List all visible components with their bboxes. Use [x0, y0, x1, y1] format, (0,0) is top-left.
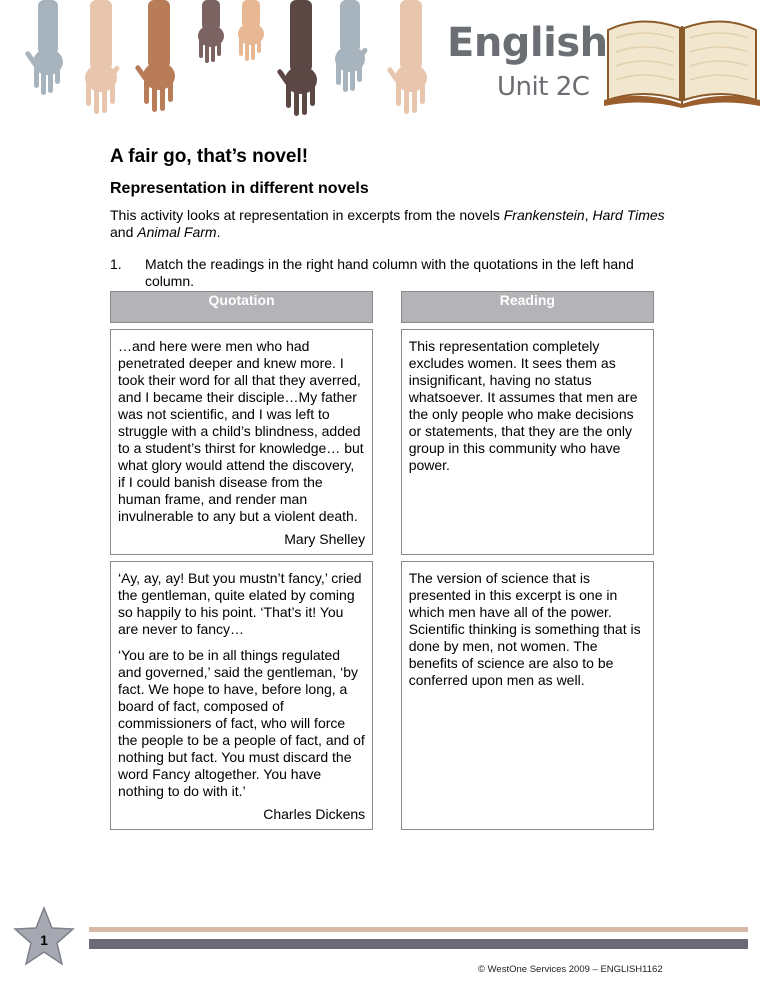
- matching-table: [110, 291, 654, 830]
- hand-4: [198, 0, 224, 63]
- quotation-cell: [110, 561, 373, 830]
- intro-prefix: This activity looks at representation in excerpts from the novels: [110, 207, 504, 223]
- page-title: A fair go, that’s novel!: [110, 146, 309, 167]
- section-title: Representation in different novels: [110, 180, 369, 197]
- novel-title: Animal Farm: [137, 224, 217, 240]
- table-row: [110, 561, 654, 830]
- hand-3: [134, 0, 175, 112]
- quotation-column-header: Quotation: [110, 291, 373, 323]
- quotation-text: ‘Ay, ay, ay! But you mustn’t fancy,’ cried the gentleman, quite elated by coming so happily to his point. ‘That’s it! You are never to fancy…: [118, 570, 362, 637]
- hand-7: [335, 0, 368, 92]
- intro-suffix: .: [216, 224, 221, 240]
- footer-rule-light: [89, 927, 748, 932]
- brand-subtitle: Unit 2C: [497, 72, 590, 102]
- quotation-author: Charles Dickens: [263, 806, 366, 822]
- reaching-hands-illustration: [10, 0, 440, 125]
- page-header: [0, 0, 768, 130]
- hand-1: [24, 0, 63, 95]
- table-row: [110, 329, 654, 555]
- hand-8: [386, 0, 427, 114]
- quotation-text: …and here were men who had penetrated deeper and knew more. I took their word for all that they averred, and I became their disciple…My father was not scientific, and I was left to struggle with a child’s blindness, added to a student’s thirst for knowledge… but what glory would attend the discovery, if I could banish disease from the human frame, and render man invulnerable to any but a violent death.: [118, 338, 364, 524]
- intro-paragraph: [110, 207, 670, 241]
- quotation-text: ‘You are to be in all things regulated and governed,’ said the gentleman, ‘by fact. We hope to have, before long, a board of fact, composed of commissioners of fact, who will force the people to be a people of fact, and of nothing but fact. You must discard the word Fancy altogether. You have nothing to do with it.’: [118, 647, 365, 799]
- brand-title: English: [447, 20, 608, 66]
- footer-rule-dark: [89, 939, 748, 949]
- page-number-star-icon: [12, 905, 76, 969]
- reading-column-header: Reading: [401, 291, 654, 323]
- hand-6: [276, 0, 317, 116]
- novel-title: Hard Times: [592, 207, 665, 223]
- open-book-icon: [602, 8, 762, 108]
- reading-cell: This representation completely excludes women. It sees them as insignificant, having no status whatsoever. It assumes that men are the only people who make decisions or statements, that they are the only group in this community who have power.: [401, 329, 654, 555]
- intro-separator: ,: [584, 207, 593, 223]
- page-number: 1: [40, 932, 48, 948]
- reading-cell: The version of science that is presented in this excerpt is one in which men have all of the power. Scientific thinking is something that is done by men, not women. The benefits of science are also to be conferred upon men as well.: [401, 561, 654, 830]
- question-text: Match the readings in the right hand column with the quotations in the left hand column.: [145, 256, 634, 289]
- quotation-cell: [110, 329, 373, 555]
- quotation-author: Mary Shelley: [284, 531, 366, 547]
- table-header-row: [110, 291, 654, 323]
- copyright-text: © WestOne Services 2009 – ENGLISH1162: [478, 964, 663, 975]
- hand-5: [238, 0, 264, 61]
- hand-2: [85, 0, 120, 114]
- intro-separator: and: [110, 224, 138, 240]
- novel-title: Frankenstein: [503, 207, 585, 223]
- question-number: 1.: [110, 256, 122, 272]
